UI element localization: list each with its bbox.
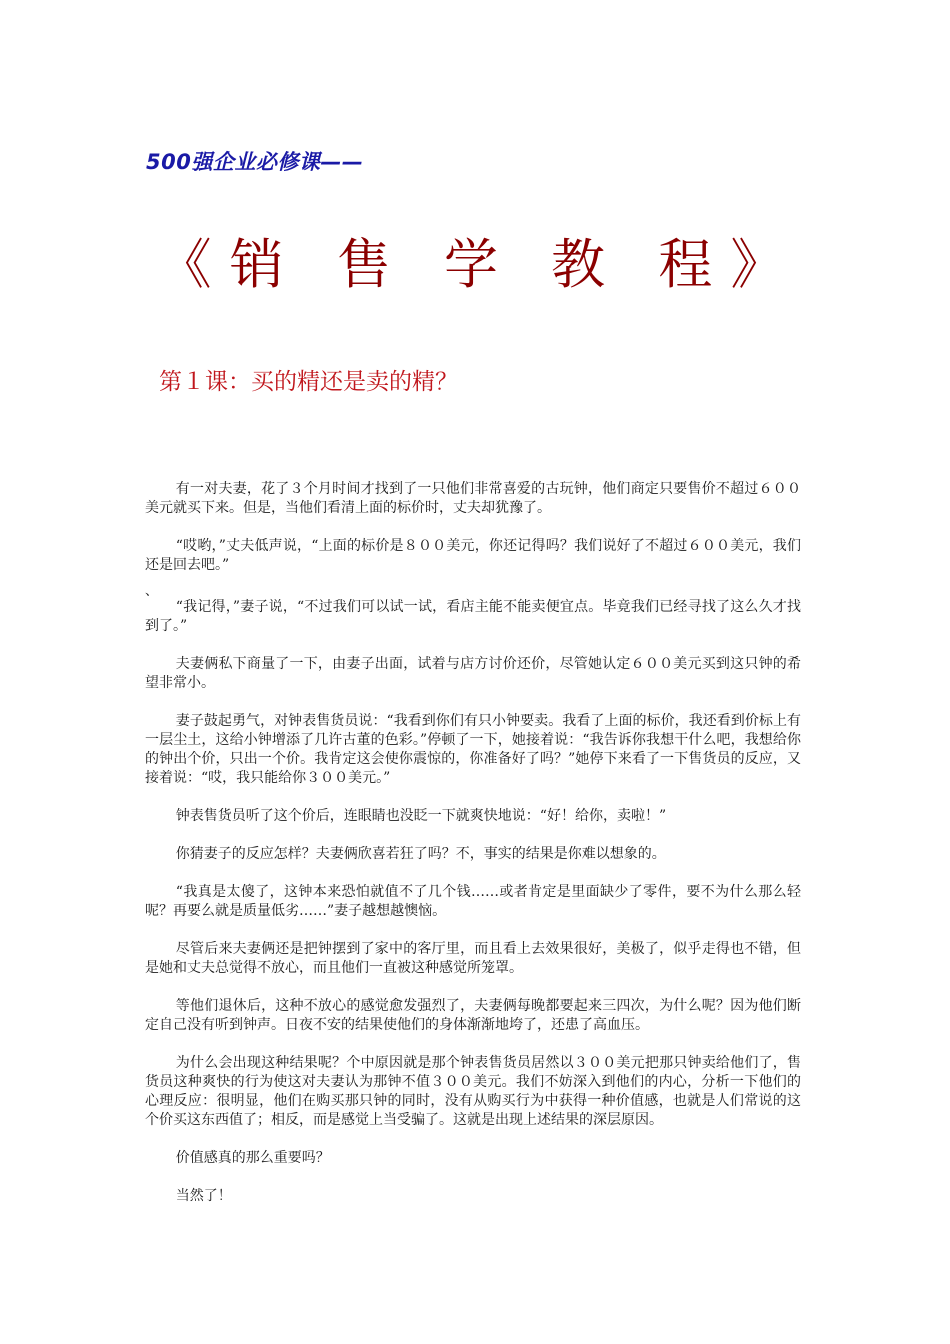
body-text <box>145 480 801 1225</box>
paragraph: 尽管后来夫妻俩还是把钟摆到了家中的客厅里，而且看上去效果很好，美极了，似乎走得也不错，但是她和丈夫总觉得不放心，而且他们一直被这种感觉所笼罩。 <box>145 941 801 976</box>
paragraph: “哎哟，”丈夫低声说，“上面的标价是８００美元，你还记得吗？我们说好了不超过６００美元，我们还是回去吧。” <box>145 538 801 573</box>
paragraph: 有一对夫妻，花了３个月时间才找到了一只他们非常喜爱的古玩钟，他们商定只要售价不超过６００美元就买下来。但是，当他们看清上面的标价时，丈夫却犹豫了。 <box>145 481 801 516</box>
paragraph: 为什么会出现这种结果呢？个中原因就是那个钟表售货员居然以３００美元把那只钟卖给他们了，售货员这种爽快的行为使这对夫妻认为那钟不值３００美元。我们不妨深入到他们的内心，分析一下他们的心理反应：很明显，他们在购买那只钟的同时，没有从购买行为中获得一种价值感，也就是人们常说的这个价买这东西值了；相反，而是感觉上当受骗了。这就是出现上述结果的深层原因。 <box>145 1055 801 1128</box>
paragraph: 钟表售货员听了这个价后，连眼睛也没眨一下就爽快地说：“好！给你，卖啦！” <box>175 808 667 824</box>
paragraph: 妻子鼓起勇气，对钟表售货员说：“我看到你们有只小钟要卖。我看了上面的标价，我还看到价标上有一层尘土，这给小钟增添了几许古董的色彩。”停顿了一下，她接着说：“我告诉你我想干什么吧，我想给你的钟出个价，只出一个价。我肯定这会使你震惊的，你准备好了吗？”她停下来看了一下售货员的反应，又接着说：“哎，我只能给你３００美元。” <box>145 713 801 786</box>
paragraph: “我真是太傻了，这钟本来恐怕就值不了几个钱……或者肯定是里面缺少了零件，要不为什么那么轻呢？再要么就是质量低劣……”妻子越想越懊恼。 <box>145 884 801 919</box>
paragraph: 夫妻俩私下商量了一下，由妻子出面，试着与店方讨价还价，尽管她认定６００美元买到这只钟的希望非常小。 <box>145 656 801 691</box>
book-title: 《销 售 学 教 程》 <box>157 233 803 296</box>
paragraph: 你猜妻子的反应怎样？夫妻俩欣喜若狂了吗？不，事实的结果是你难以想象的。 <box>175 846 666 862</box>
paragraph: 价值感真的那么重要吗？ <box>175 1150 330 1166</box>
series-heading: 500强企业必修课—— <box>146 150 364 174</box>
lesson-heading: 第１课：买的精还是卖的精？ <box>159 369 458 395</box>
paragraph: “我记得，”妻子说，“不过我们可以试一试，看店主能不能卖便宜点。毕竟我们已经寻找了这么久才找到了。” <box>145 599 801 634</box>
paragraph: 等他们退休后，这种不放心的感觉愈发强烈了，夫妻俩每晚都要起来三四次，为什么呢？因为他们断定自己没有听到钟声。日夜不安的结果使他们的身体渐渐地垮了，还患了高血压。 <box>145 998 801 1033</box>
stray-mark: 、 <box>145 584 159 599</box>
paragraph: 当然了！ <box>175 1188 232 1204</box>
